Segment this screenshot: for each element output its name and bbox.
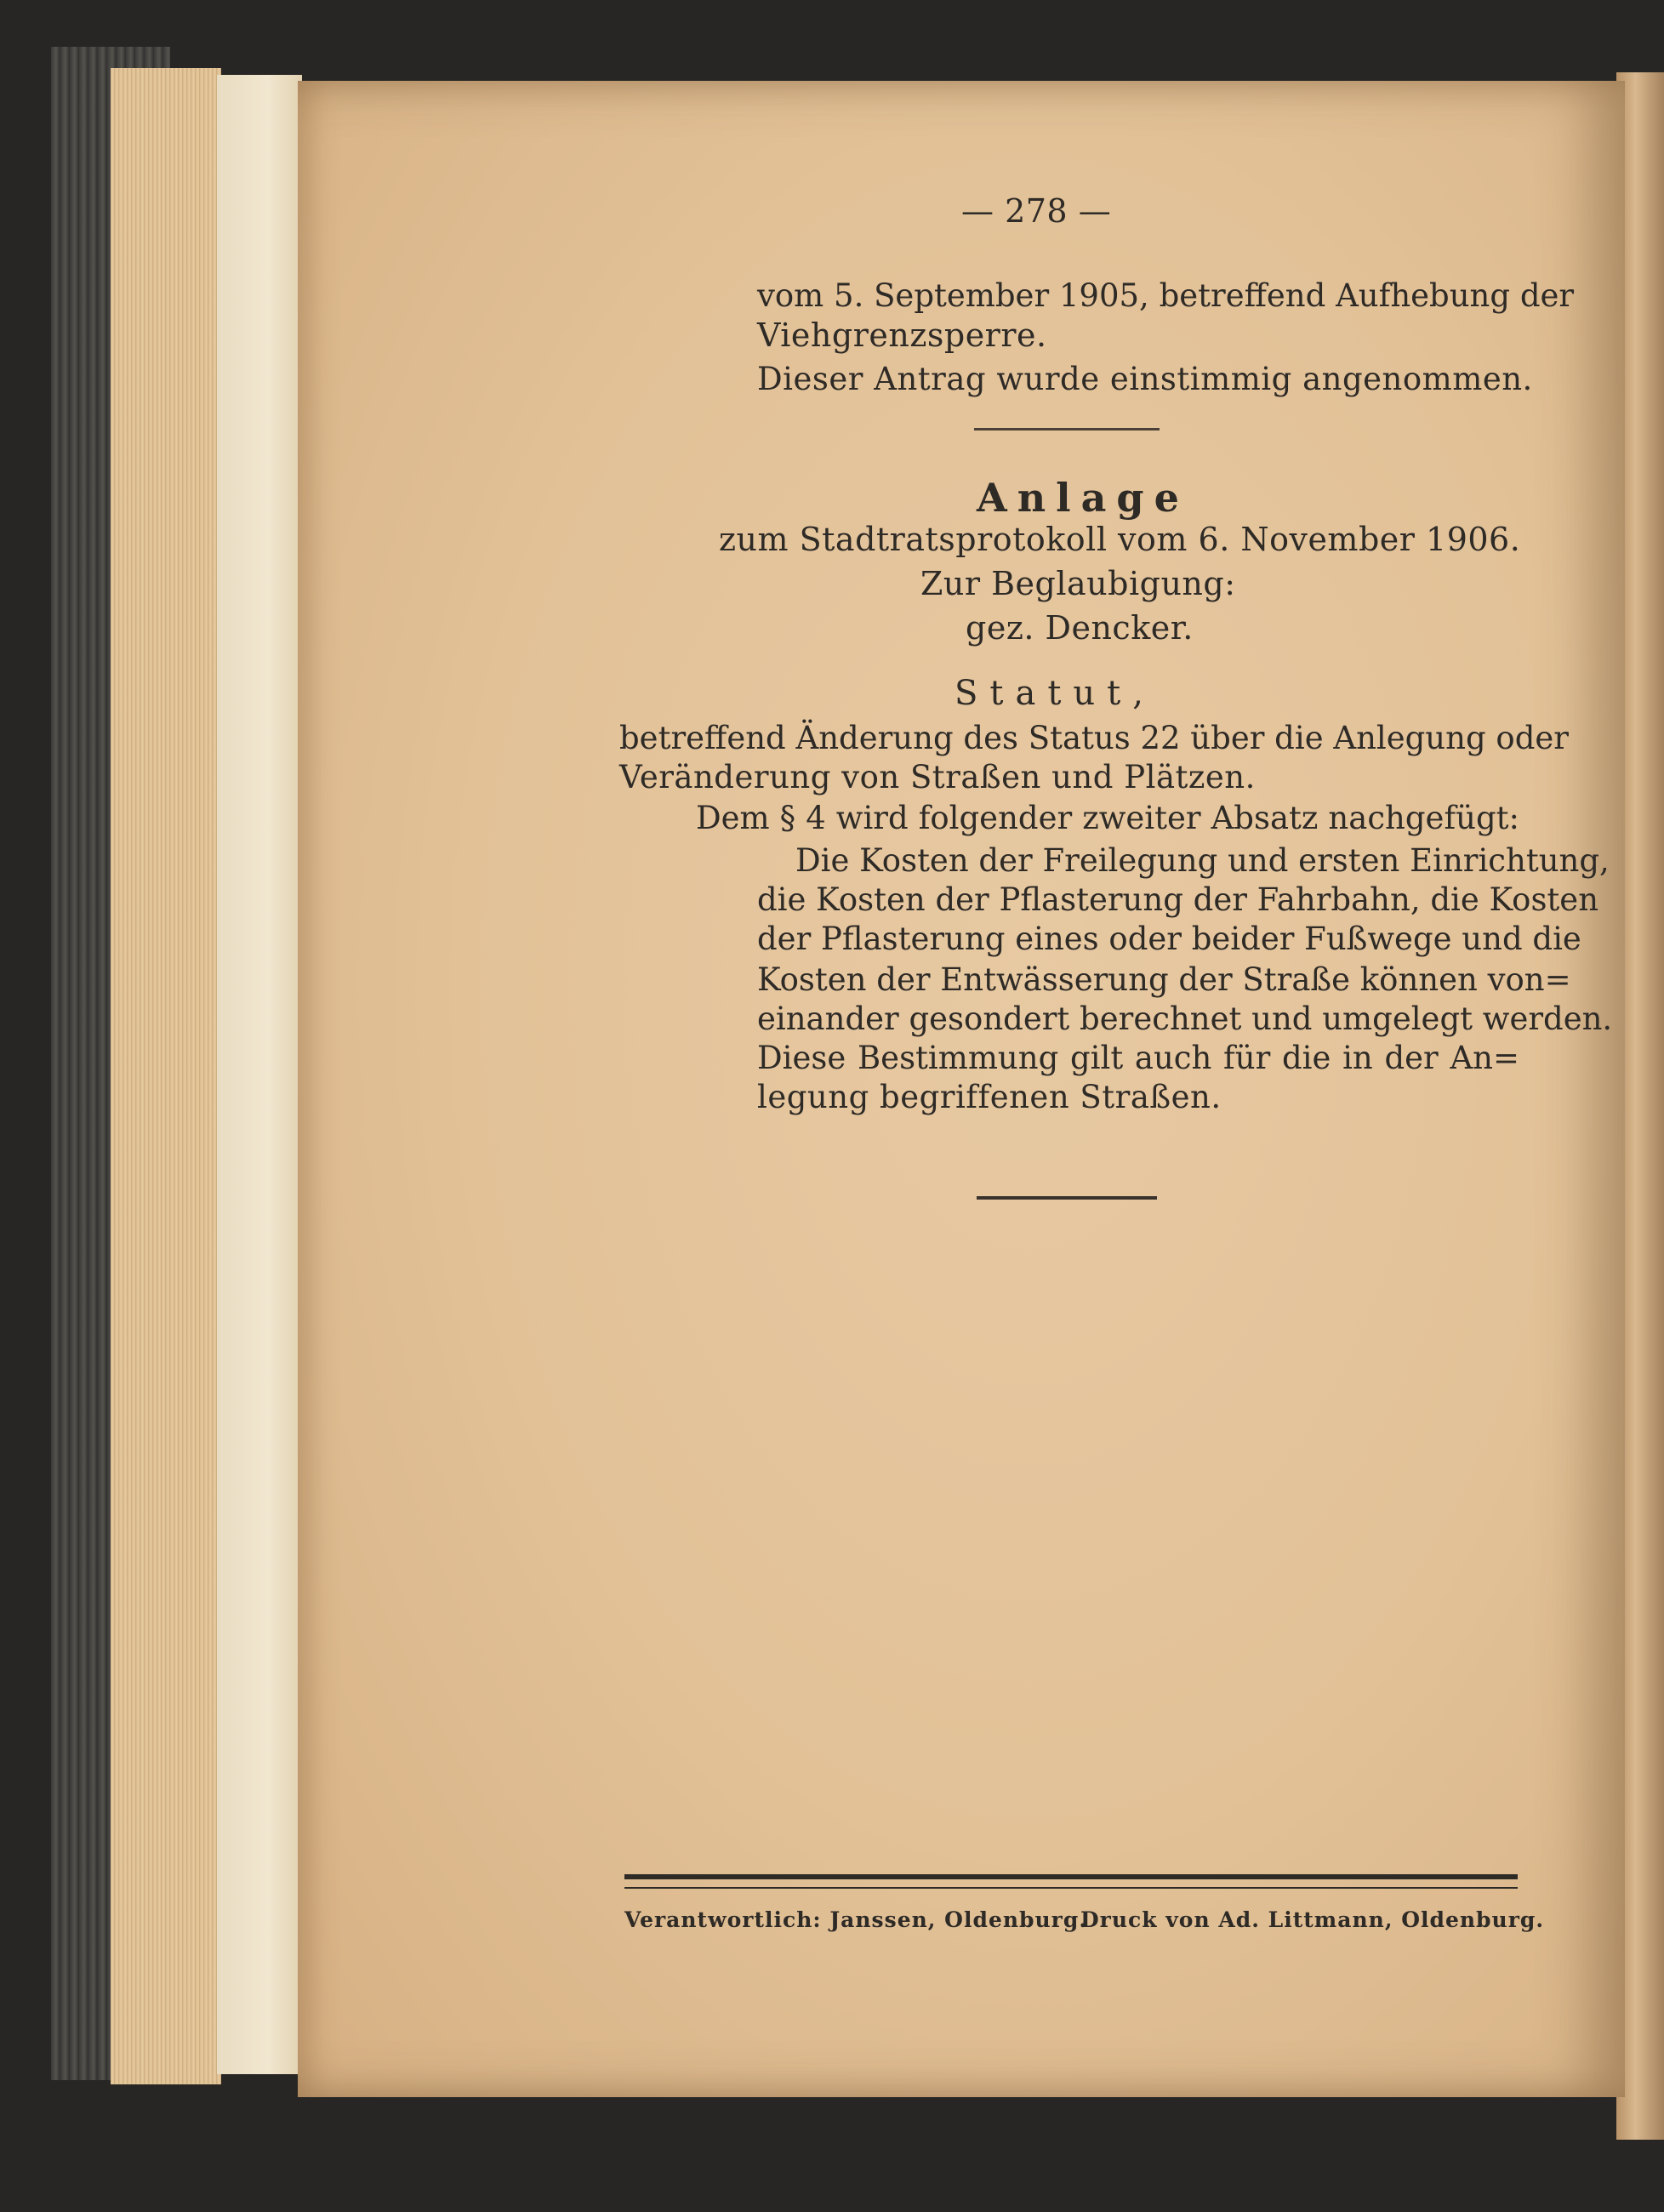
page-number: — 278 —: [961, 192, 1112, 230]
amendment-line-1: Die Kosten der Freilegung und ersten Einrichtung,: [795, 842, 1610, 879]
intro-line-2: Viehgrenzsperre.: [757, 316, 1047, 354]
page-edges: [111, 68, 221, 2084]
amendment-line-6: Diese Bestimmung gilt auch für die in der An=: [757, 1040, 1519, 1076]
statute-amendment-intro: Dem § 4 wird folgender zweiter Absatz nachgefügt:: [696, 800, 1519, 836]
footer-printer: Druck von Ad. Littmann, Oldenburg.: [1080, 1907, 1545, 1932]
footer-rule-thin: [624, 1887, 1518, 1889]
intro-result: Dieser Antrag wurde einstimmig angenommen.: [757, 361, 1533, 397]
inserted-leaf: [217, 75, 302, 2074]
annex-certification: Zur Beglaubigung:: [920, 565, 1236, 602]
annex-signature: gez. Dencker.: [966, 609, 1194, 647]
amendment-line-2: die Kosten der Pflasterung der Fahrbahn, die Kosten: [757, 881, 1599, 918]
separator-rule-top: [974, 428, 1160, 430]
amendment-line-4: Kosten der Entwässerung der Straße können von=: [757, 961, 1571, 998]
amendment-line-7: legung begriffenen Straßen.: [757, 1079, 1222, 1115]
amendment-line-5: einander gesondert berechnet und umgelegt werden.: [757, 1001, 1613, 1037]
amendment-line-3: der Pflasterung eines oder beider Fußwege und die: [757, 921, 1581, 957]
intro-line-1: vom 5. September 1905, betreffend Aufhebung der: [757, 277, 1575, 314]
separator-rule-end: [977, 1196, 1157, 1200]
annex-heading: Anlage: [977, 475, 1189, 521]
statute-heading: Statut,: [955, 674, 1155, 713]
annex-subtitle: zum Stadtratsprotokoll vom 6. November 1906.: [719, 521, 1521, 558]
footer-rule-thick: [624, 1874, 1518, 1879]
footer-responsible: Verantwortlich: Janssen, Oldenburg.: [624, 1907, 1088, 1932]
statute-subject-line-1: betreffend Änderung des Status 22 über die Anlegung oder: [619, 720, 1569, 756]
statute-subject-line-2: Veränderung von Straßen und Plätzen.: [619, 759, 1256, 795]
